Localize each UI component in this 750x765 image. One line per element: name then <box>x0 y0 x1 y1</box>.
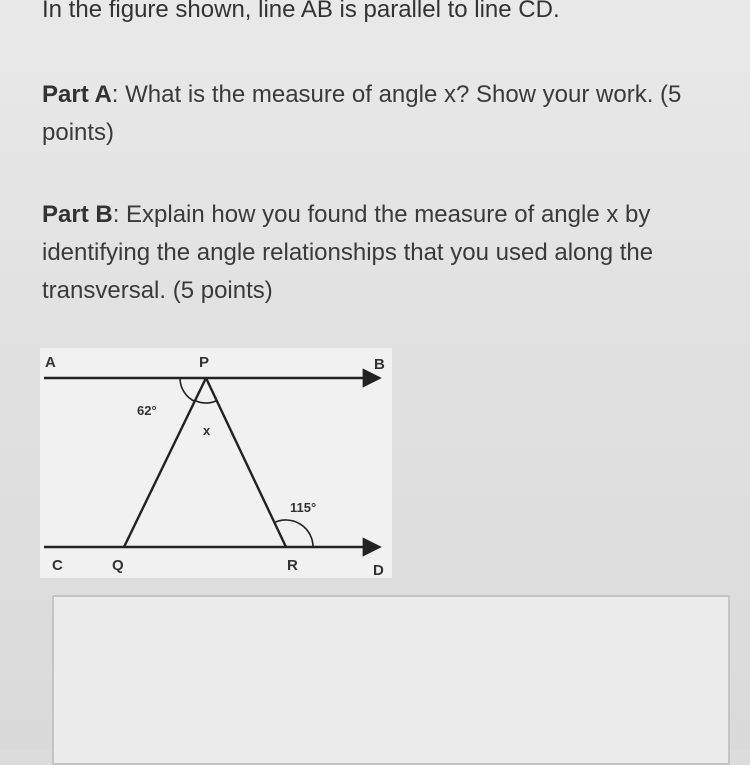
arc-62 <box>180 378 195 401</box>
label-r: R <box>287 557 298 574</box>
label-q: Q <box>112 557 124 574</box>
figure-diagram <box>40 348 392 578</box>
part-a-text: : What is the measure of angle x? Show your work. (5 points) <box>42 81 682 146</box>
label-a: A <box>45 354 56 371</box>
label-c: C <box>52 557 63 574</box>
angle-115-label: 115° <box>290 500 317 515</box>
part-b-text: : Explain how you found the measure of angle x by identifying the angle relationships that you used along the transversal. (5 points) <box>42 201 654 304</box>
label-b: B <box>374 356 385 373</box>
answer-textarea[interactable] <box>52 595 730 765</box>
transversal-pr <box>206 378 286 547</box>
part-b-label: Part B <box>42 201 113 228</box>
angle-62-label: 62° <box>137 403 157 418</box>
angle-x-label: x <box>203 423 211 438</box>
intro-text: In the figure shown, line AB is parallel to line CD. <box>42 0 560 23</box>
parallel-lines-figure <box>40 348 392 578</box>
label-d: D <box>373 562 384 578</box>
part-a-prompt <box>42 76 732 152</box>
label-p: P <box>199 354 210 371</box>
part-a-label: Part A <box>42 81 112 108</box>
arc-x <box>195 401 217 404</box>
part-b-prompt <box>42 196 732 310</box>
